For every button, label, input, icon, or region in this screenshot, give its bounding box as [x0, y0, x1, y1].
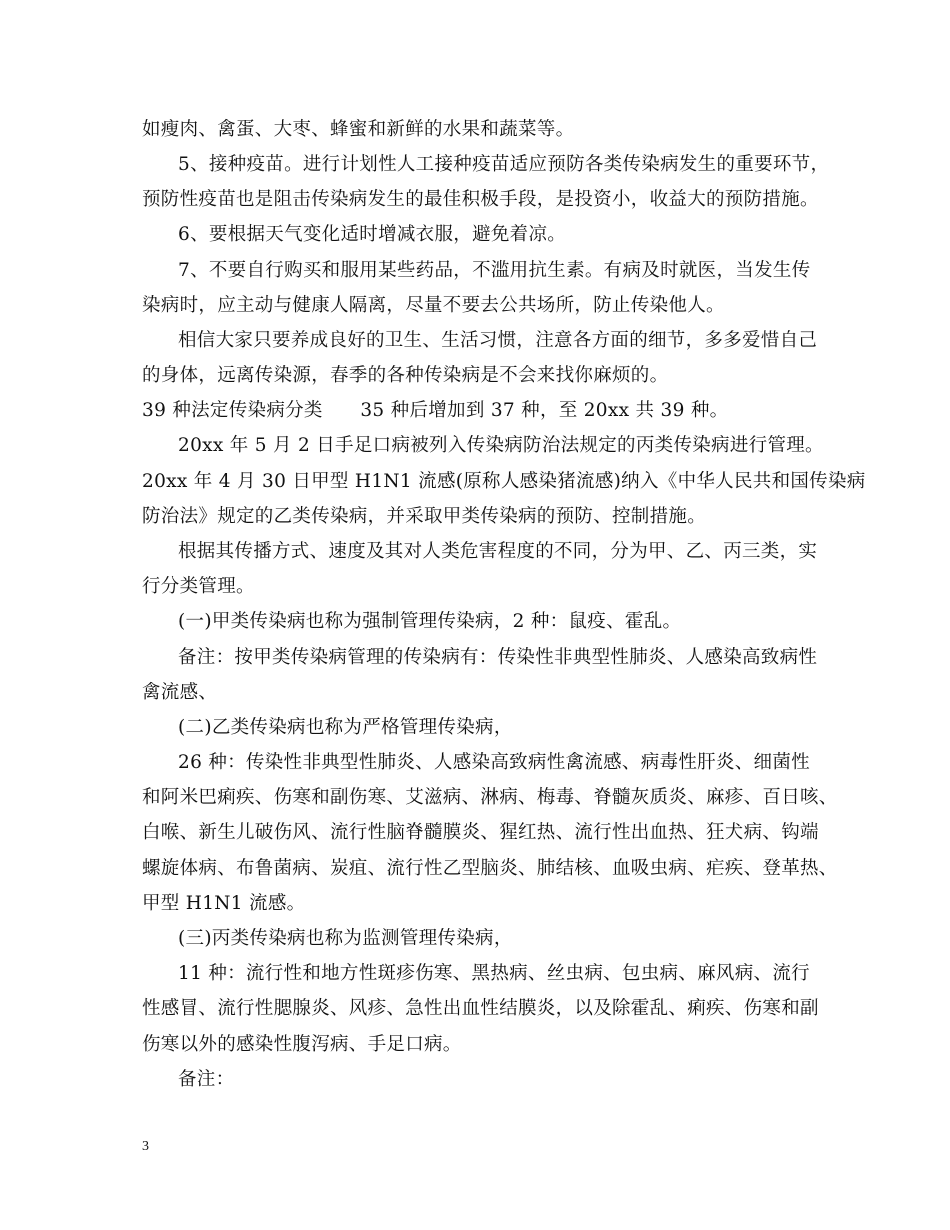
- text-line-vaccination-1: 5、接种疫苗。进行计划性人工接种疫苗适应预防各类传染病发生的重要环节，: [178, 154, 830, 175]
- text-line-food-examples: 如瘦肉、禽蛋、大枣、蜂蜜和新鲜的水果和蔬菜等。: [142, 119, 575, 140]
- text-line-habits-2: 的身体，远离传染源，春季的各种传染病是不会来找你麻烦的。: [142, 365, 669, 386]
- text-line-medicine-2: 染病时，应主动与健康人隔离，尽量不要去公共场所，防止传染他人。: [142, 295, 725, 316]
- page-number: 3: [142, 1139, 149, 1154]
- text-line-hand-foot-mouth: 20xx 年 5 月 2 日手足口病被列入传染病防治法规定的丙类传染病进行管理。: [178, 435, 824, 456]
- text-line-h1n1-2: 防治法》规定的乙类传染病，并采取甲类传染病的预防、控制措施。: [142, 506, 707, 527]
- text-line-habits-1: 相信大家只要养成良好的卫生、生活习惯，注意各方面的细节，多多爱惜自己: [178, 330, 818, 351]
- text-line-vaccination-2: 预防性疫苗也是阻击传染病发生的最佳积极手段，是投资小，收益大的预防措施。: [142, 189, 819, 210]
- text-line-medicine-1: 7、不要自行购买和服用某些药品，不滥用抗生素。有病及时就医，当发生传: [178, 260, 811, 281]
- text-line-class-c: (三)丙类传染病也称为监测管理传染病，: [178, 928, 513, 949]
- text-line-class-b-list-4: 螺旋体病、布鲁菌病、炭疽、流行性乙型脑炎、肺结核、血吸虫病、疟疾、登革热、: [142, 858, 838, 879]
- text-line-clothing: 6、要根据天气变化适时增减衣服，避免着凉。: [178, 224, 567, 245]
- text-line-class-a-note-1: 备注：按甲类传染病管理的传染病有：传染性非典型性肺炎、人感染高致病性: [178, 647, 818, 668]
- text-line-class-a: (一)甲类传染病也称为强制管理传染病，2 种：鼠疫、霍乱。: [178, 611, 682, 632]
- text-line-class-b-list-1: 26 种：传染性非典型性肺炎、人感染高致病性禽流感、病毒性肝炎、细菌性: [178, 752, 810, 773]
- text-line-class-b: (二)乙类传染病也称为严格管理传染病，: [178, 717, 513, 738]
- text-line-h1n1-1: 20xx 年 4 月 30 日甲型 H1N1 流感(原称人感染猪流感)纳入《中华人民共和国传染病: [142, 471, 866, 492]
- text-line-class-c-list-3: 伤寒以外的感染性腹泻病、手足口病。: [142, 1034, 462, 1055]
- text-line-categories-2: 行分类管理。: [142, 576, 255, 597]
- text-line-class-b-list-3: 白喉、新生儿破伤风、流行性脑脊髓膜炎、猩红热、流行性出血热、狂犬病、钩端: [142, 822, 819, 843]
- text-line-class-b-list-2: 和阿米巴痢疾、伤寒和副伤寒、艾滋病、淋病、梅毒、脊髓灰质炎、麻疹、百日咳、: [142, 787, 838, 808]
- text-line-categories-1: 根据其传播方式、速度及其对人类危害程度的不同，分为甲、乙、丙三类，实: [178, 541, 818, 562]
- section-heading-disease-classification: 39 种法定传染病分类 35 种后增加到 37 种，至 20xx 共 39 种。: [142, 400, 729, 421]
- text-line-class-c-list-1: 11 种：流行性和地方性斑疹伤寒、黑热病、丝虫病、包虫病、麻风病、流行: [178, 963, 810, 984]
- text-line-class-b-list-5: 甲型 H1N1 流感。: [142, 893, 306, 914]
- text-line-final-note: 备注：: [178, 1069, 235, 1090]
- text-line-class-c-list-2: 性感冒、流行性腮腺炎、风疹、急性出血性结膜炎，以及除霍乱、痢疾、伤寒和副: [142, 998, 819, 1019]
- text-line-class-a-note-2: 禽流感、: [142, 682, 218, 703]
